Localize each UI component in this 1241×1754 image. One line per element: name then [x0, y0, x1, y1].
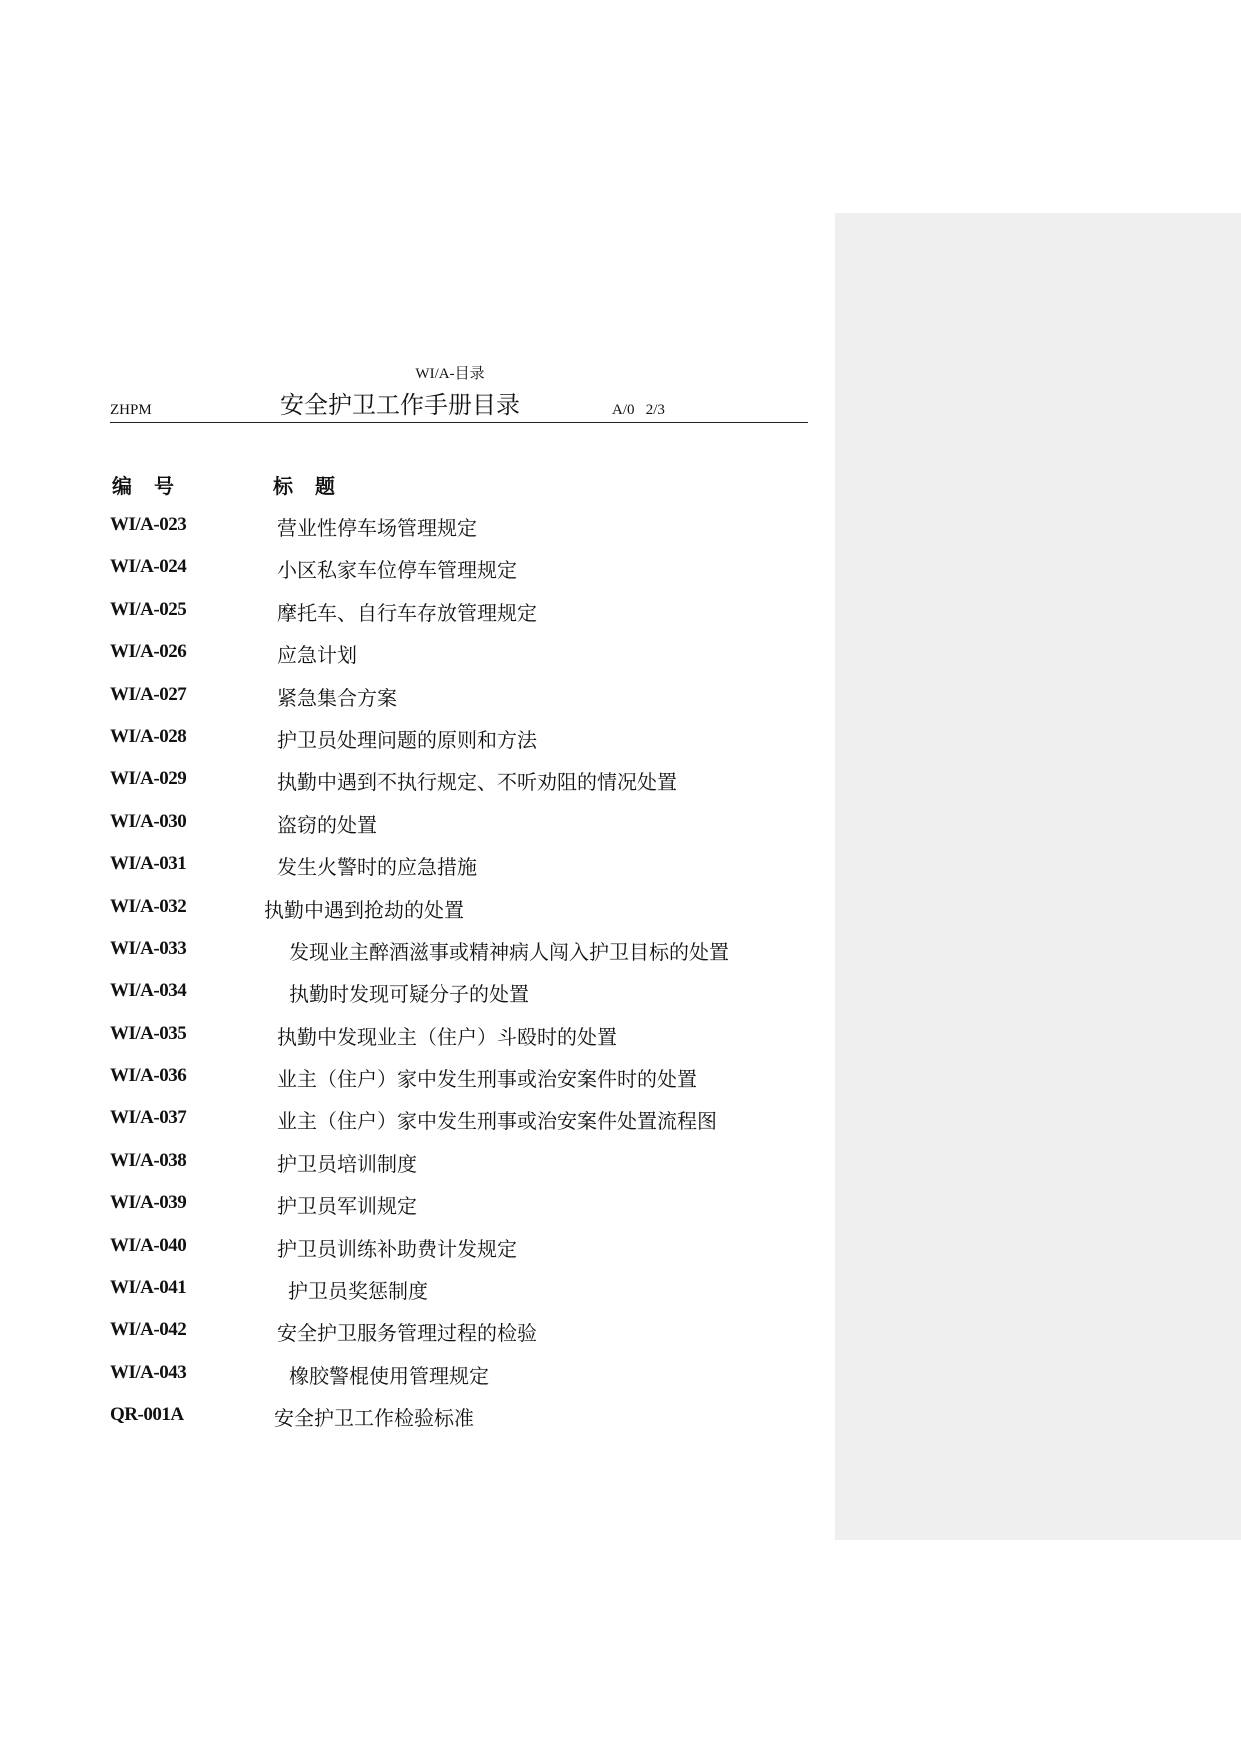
entry-code: WI/A-035: [110, 1022, 187, 1044]
entry-title: 应急计划: [277, 643, 357, 668]
entry-title: 护卫员处理问题的原则和方法: [277, 727, 537, 752]
entry-title: 业主（住户）家中发生刑事或治安案件时的处置: [277, 1067, 697, 1092]
entry-title: 发现业主醉酒滋事或精神病人闯入护卫目标的处置: [289, 939, 729, 964]
comment-margin-panel: [835, 213, 1241, 1540]
toc-entry: [110, 805, 810, 847]
toc-entry: [110, 1059, 810, 1101]
entry-code: WI/A-032: [110, 895, 187, 917]
toc-entry: [110, 1356, 810, 1398]
entry-code: WI/A-023: [110, 514, 187, 535]
toc-entry: [110, 1313, 810, 1355]
column-header-number-char-1: 编: [112, 474, 132, 498]
entry-title: 发生火警时的应急措施: [277, 855, 477, 880]
entry-code: WI/A-043: [110, 1361, 187, 1383]
entry-code: QR-001A: [110, 1404, 184, 1426]
column-header-number: [112, 470, 174, 499]
entry-code: WI/A-028: [110, 725, 187, 747]
entry-title: 盗窃的处置: [277, 812, 377, 837]
entry-code: WI/A-031: [110, 853, 187, 875]
entry-code: WI/A-027: [110, 683, 187, 705]
toc-entry: [110, 974, 810, 1016]
entry-title: 紧急集合方案: [277, 685, 397, 710]
entry-code: WI/A-042: [110, 1319, 187, 1341]
toc-entry: [110, 1017, 810, 1059]
toc-entry: [110, 635, 810, 677]
page-title: 安全护卫工作手册目录: [280, 391, 520, 419]
toc-entry: [110, 762, 810, 804]
entry-title: 安全护卫工作检验标准: [274, 1406, 474, 1431]
entry-title: 执勤中发现业主（住户）斗殴时的处置: [277, 1024, 617, 1049]
toc-entry: [110, 678, 810, 720]
header-version-page: A/0 2/3: [612, 402, 665, 418]
entry-code: WI/A-037: [110, 1107, 187, 1129]
entry-title: 安全护卫服务管理过程的检验: [277, 1321, 537, 1346]
column-header-title-char-2: 题: [315, 474, 335, 498]
toc-entry: [110, 847, 810, 889]
document-header: [110, 390, 808, 423]
toc-entry: [110, 1144, 810, 1186]
toc-entry: [110, 593, 810, 635]
entry-code: WI/A-036: [110, 1065, 187, 1087]
column-header-title: [273, 470, 335, 499]
entry-title: 护卫员军训规定: [277, 1194, 417, 1219]
toc-entry: [110, 720, 810, 762]
entry-title: 执勤中遇到抢劫的处置: [264, 897, 464, 922]
column-header-number-char-2: 号: [154, 474, 174, 498]
toc-entry: [110, 550, 810, 592]
entry-title: 橡胶警棍使用管理规定: [289, 1363, 489, 1388]
toc-entry: [110, 1398, 810, 1440]
entry-title: 护卫员奖惩制度: [288, 1279, 428, 1304]
entry-code: WI/A-029: [110, 768, 187, 790]
toc-entry: [110, 1186, 810, 1228]
entry-title: 营业性停车场管理规定: [277, 516, 477, 540]
entry-code: WI/A-038: [110, 1149, 187, 1171]
toc-entry: [110, 508, 810, 550]
entry-title: 摩托车、自行车存放管理规定: [277, 600, 537, 625]
entry-title: 护卫员培训制度: [277, 1151, 417, 1176]
entry-title: 小区私家车位停车管理规定: [277, 558, 517, 583]
entry-code: WI/A-041: [110, 1277, 187, 1299]
column-header-title-char-1: 标: [273, 474, 293, 498]
entry-code: WI/A-033: [110, 937, 187, 959]
entry-title: 护卫员训练补助费计发规定: [277, 1236, 517, 1261]
entry-code: WI/A-024: [110, 556, 187, 578]
toc-entry: [110, 1101, 810, 1143]
header-company-code: ZHPM: [110, 402, 152, 418]
document-code: WI/A-目录: [415, 366, 485, 382]
entry-title: 执勤时发现可疑分子的处置: [289, 982, 529, 1007]
entry-code: WI/A-040: [110, 1234, 187, 1256]
entry-code: WI/A-026: [110, 641, 187, 663]
toc-entry: [110, 932, 810, 974]
entry-code: WI/A-039: [110, 1192, 187, 1214]
entry-code: WI/A-034: [110, 980, 187, 1002]
toc-entry: [110, 1229, 810, 1271]
entry-code: WI/A-030: [110, 810, 187, 832]
entry-title: 业主（住户）家中发生刑事或治安案件处置流程图: [277, 1109, 717, 1134]
entry-code: WI/A-025: [110, 598, 187, 620]
toc-entry: [110, 1271, 810, 1313]
entry-title: 执勤中遇到不执行规定、不听劝阻的情况处置: [277, 770, 677, 795]
toc-entry: [110, 890, 810, 932]
toc-list: [110, 508, 810, 1441]
